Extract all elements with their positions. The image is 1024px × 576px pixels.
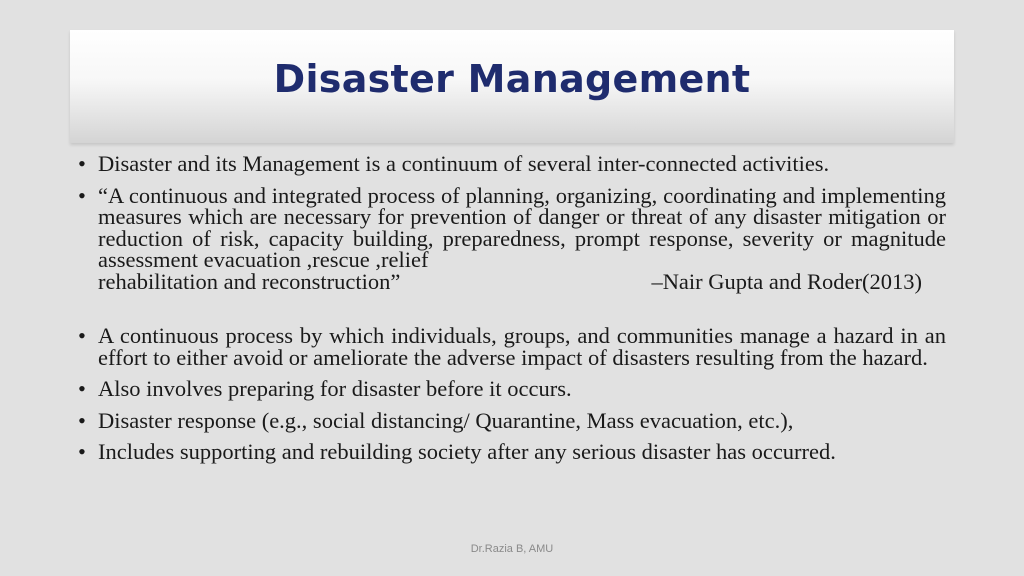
bullet-text: “A continuous and integrated process of planning, organizing, coordinating and implementing measures which are necessary for prevention of danger or threat of any disaster mitigation or reduction of risk, capacity building, preparedness, prompt response, severity or magnitude assessment evacuation ,rescue ,relief: [98, 182, 946, 272]
bullet-icon: •: [78, 182, 86, 208]
bullet-icon: •: [78, 151, 86, 176]
bullet-text: Also involves preparing for disaster before it occurs.: [98, 376, 572, 401]
bullet-item: [76, 378, 946, 400]
bullet-item-quote: [76, 182, 946, 294]
bullet-icon: •: [78, 407, 86, 433]
bullet-item: [76, 407, 946, 433]
bullet-text: Disaster response (e.g., social distancing/ Quarantine, Mass evacuation, etc.),: [98, 407, 794, 433]
bullet-item: [76, 325, 946, 368]
slide-title: Disaster Management: [273, 57, 751, 101]
bullet-icon: •: [78, 323, 86, 348]
bullet-icon: •: [78, 376, 86, 401]
bullet-text: A continuous process by which individuals, groups, and communities manage a hazard in an effort to either avoid or ameliorate the adverse impact of disasters resulting from the hazard.: [98, 323, 946, 370]
footer-author: Dr.Razia B, AMU: [470, 543, 554, 555]
bullet-text: Disaster and its Management is a continuum of several inter-connected activities.: [98, 151, 830, 176]
quote-closing-line: [98, 268, 946, 294]
bullet-item: [76, 441, 946, 463]
quote-last-line: rehabilitation and reconstruction”: [98, 268, 401, 294]
bullet-icon: •: [78, 439, 86, 464]
quote-attribution: –Nair Gupta and Roder(2013): [651, 268, 922, 294]
bullet-text: Includes supporting and rebuilding society after any serious disaster has occurred.: [98, 439, 836, 464]
bullet-list: [76, 153, 946, 463]
bullet-item: [76, 153, 946, 175]
